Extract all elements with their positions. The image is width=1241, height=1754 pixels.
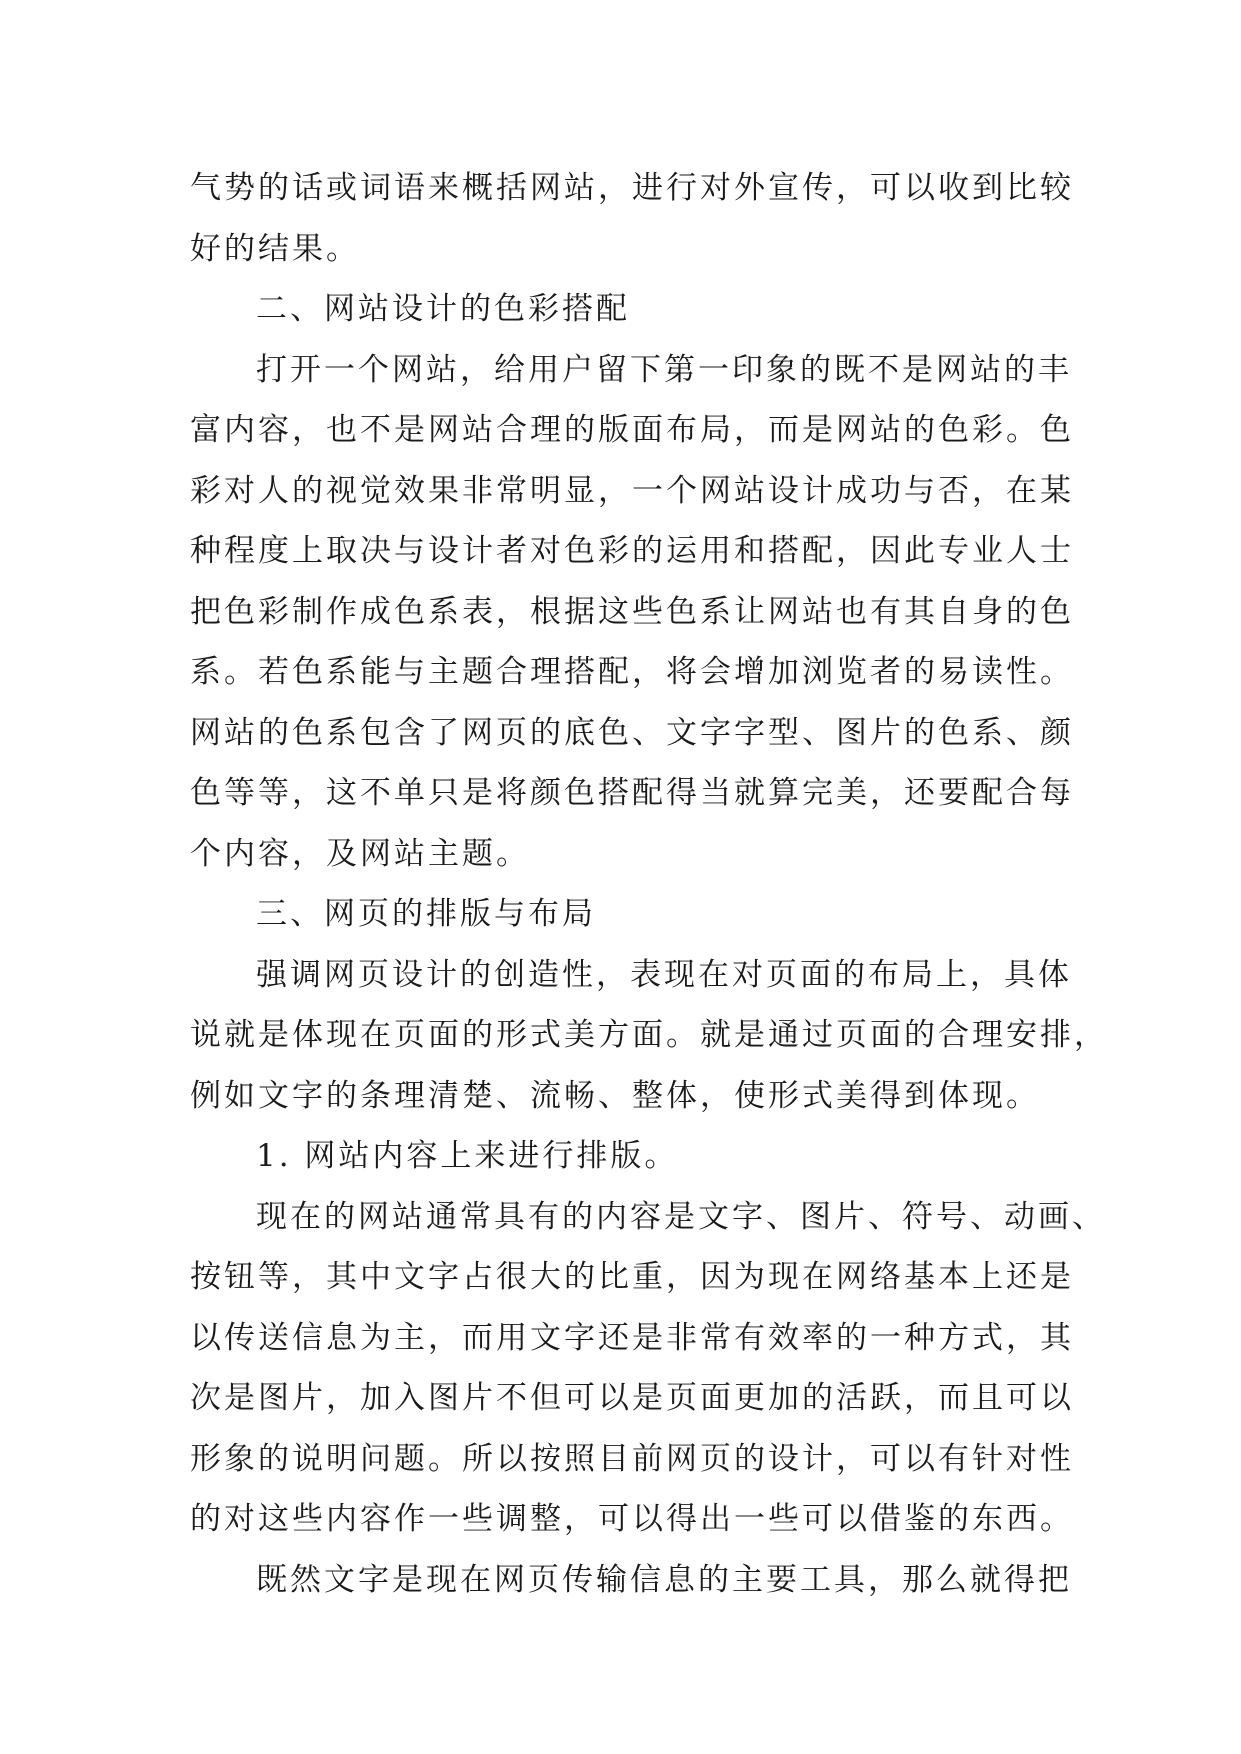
text-line: 个内容，及网站主题。	[190, 835, 530, 872]
text-line: 打开一个网站，给用户留下第一印象的既不是网站的丰	[256, 351, 1072, 388]
text-line: 按钮等，其中文字占很大的比重，因为现在网络基本上还是	[190, 1259, 1074, 1295]
text-line: 形象的说明问题。所以按照目前网页的设计，可以有针对性	[190, 1440, 1074, 1477]
text-line: 种程度上取决与设计者对色彩的运用和搭配，因此专业人士	[190, 533, 1074, 569]
text-line: 富内容，也不是网站合理的版面布局，而是网站的色彩。色	[190, 412, 1074, 448]
text-line: 强调网页设计的创造性，表现在对页面的布局上，具体	[256, 956, 1072, 993]
text-line: 现在的网站通常具有的内容是文字、图片、符号、动画、	[256, 1198, 1106, 1235]
text-line: 既然文字是现在网页传输信息的主要工具，那么就得把	[256, 1561, 1072, 1598]
text-line: 以传送信息为主，而用文字还是非常有效率的一种方式，其	[190, 1319, 1074, 1356]
section-heading: 二、网站设计的色彩搭配	[256, 291, 630, 327]
section-heading: 三、网页的排版与布局	[256, 896, 596, 932]
document-body	[190, 158, 1108, 1610]
text-line: 次是图片，加入图片不但可以是页面更加的活跃，而且可以	[190, 1380, 1074, 1416]
text-line: 好的结果。	[190, 230, 360, 267]
text-line: 彩对人的视觉效果非常明显，一个网站设计成功与否，在某	[190, 472, 1074, 509]
text-line: 的对这些内容作一些调整，可以得出一些可以借鉴的东西。	[190, 1501, 1074, 1537]
text-line: 把色彩制作成色系表，根据这些色系让网站也有其自身的色	[190, 593, 1074, 630]
text-line: 气势的话或词语来概括网站，进行对外宣传，可以收到比较	[190, 170, 1074, 206]
text-line: 色等等，这不单只是将颜色搭配得当就算完美，还要配合每	[190, 775, 1074, 811]
text-line: 说就是体现在页面的形式美方面。就是通过页面的合理安排，	[190, 1017, 1108, 1053]
subsection-heading: 1. 网站内容上来进行排版。	[256, 1138, 679, 1174]
text-line: 例如文字的条理清楚、流畅、整体，使形式美得到体现。	[190, 1077, 1040, 1114]
text-line: 系。若色系能与主题合理搭配，将会增加浏览者的易读性。	[190, 654, 1074, 690]
text-line: 网站的色系包含了网页的底色、文字字型、图片的色系、颜	[190, 714, 1074, 751]
